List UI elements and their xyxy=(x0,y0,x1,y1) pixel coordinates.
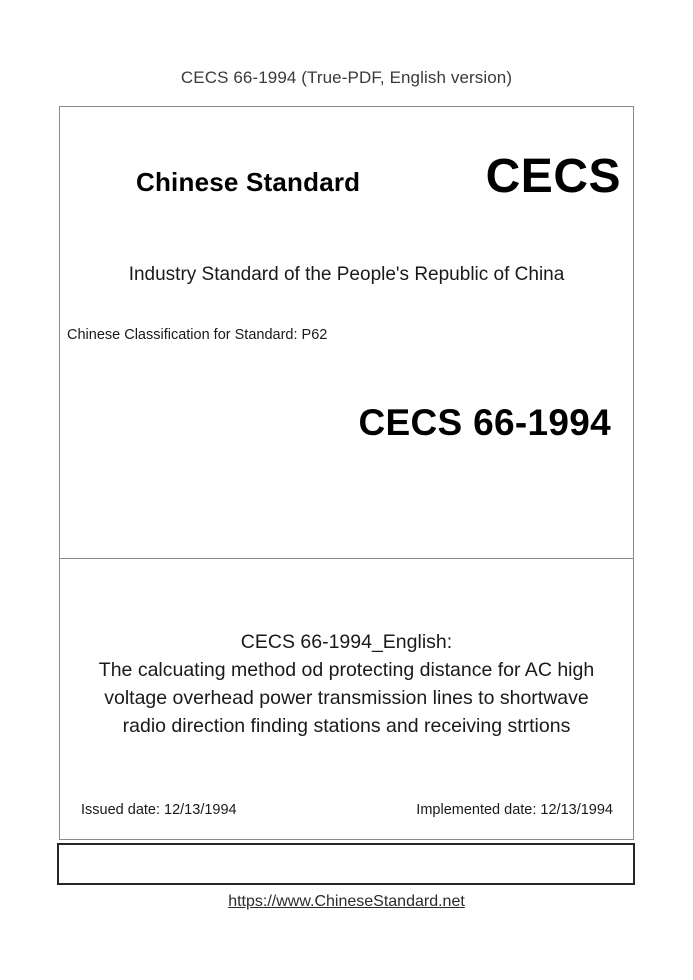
footer-url-text[interactable]: https://www.ChineseStandard.net xyxy=(228,893,465,910)
chinese-classification-line: Chinese Classification for Standard: P62 xyxy=(67,327,328,343)
standard-number: CECS 66-1994 xyxy=(358,402,611,443)
cecs-logo: CECS xyxy=(485,150,621,203)
chinese-standard-heading: Chinese Standard xyxy=(136,167,361,197)
industry-standard-line: Industry Standard of the People's Republic of China xyxy=(128,264,565,285)
cover-frame xyxy=(59,106,634,840)
cover-lower-section xyxy=(60,560,633,839)
english-title-line: voltage overhead power transmission lines to shortwave xyxy=(104,687,589,709)
dates-row xyxy=(60,802,633,824)
cover-upper-section xyxy=(60,107,633,559)
document-top-caption: CECS 66-1994 (True-PDF, English version) xyxy=(180,68,513,87)
bottom-bar xyxy=(57,843,635,885)
english-title-line: The calcuating method od protecting distance for AC high xyxy=(98,659,595,681)
issued-date: Issued date: 12/13/1994 xyxy=(81,802,237,818)
cover-headline-row xyxy=(60,150,633,213)
footer-url[interactable] xyxy=(0,893,693,911)
english-title-line: CECS 66-1994_English: xyxy=(240,631,453,653)
english-title-line: radio direction finding stations and receiving strtions xyxy=(122,715,571,737)
english-title-block xyxy=(68,628,625,740)
implemented-date: Implemented date: 12/13/1994 xyxy=(416,802,613,818)
